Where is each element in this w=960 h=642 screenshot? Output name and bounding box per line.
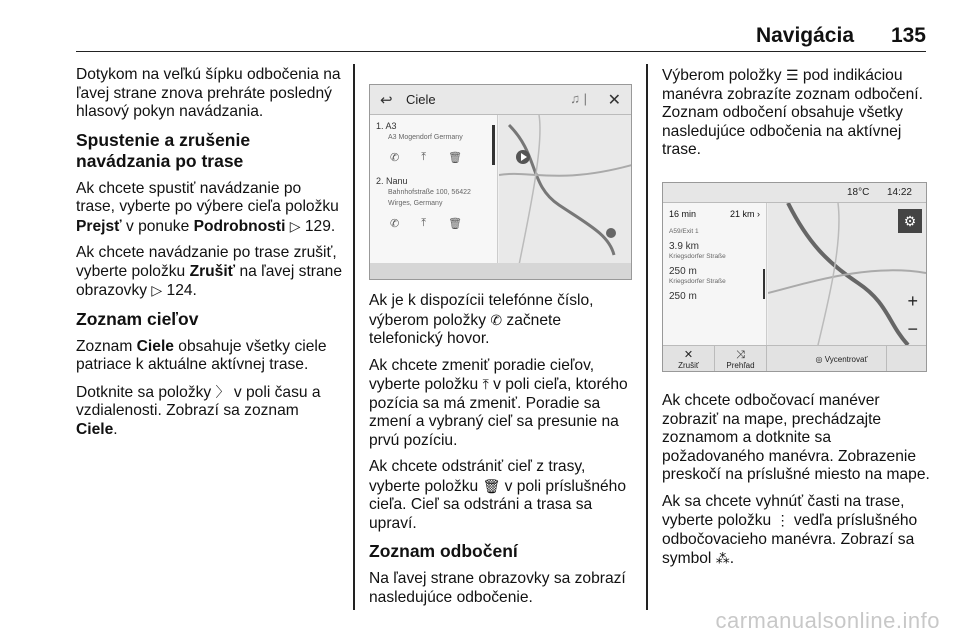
overview-button: ⤨ Prehľad <box>715 346 767 372</box>
page-reference-icon: ▷ <box>289 217 301 234</box>
watermark: carmanualsonline.info <box>715 608 940 633</box>
list-item: A59/Exit 1 <box>669 228 699 235</box>
move-to-top-icon: ⤒ <box>482 376 489 392</box>
route-summary: 16 min 21 km › <box>669 209 760 219</box>
screen-title: Ciele <box>406 92 436 107</box>
page-number: 135 <box>890 24 926 47</box>
phone-icon: ✆ <box>390 218 400 230</box>
scrollbar <box>763 269 765 299</box>
temperature: 18°C <box>847 187 870 198</box>
heading-turn-list: Zoznam odbočení <box>369 541 518 561</box>
back-icon: ↩ <box>380 92 393 109</box>
chevron-right-icon: › <box>757 209 760 219</box>
route-icon: ⤨ <box>736 349 745 361</box>
map-view <box>499 115 631 265</box>
column-middle <box>369 292 639 615</box>
heading-start-cancel: Spustenie a zrušenie navádzania po trase <box>76 129 251 171</box>
map-graphic <box>499 115 632 265</box>
recenter-button: ◎ Vycentrovať <box>797 346 887 372</box>
avoid-icon: ⁂ <box>715 550 730 566</box>
screen-title-bar <box>370 85 631 115</box>
target-list <box>370 115 498 265</box>
list-item: 1. A3 A3 Mogendorf Germany <box>376 121 463 141</box>
list-item: 250 m Kriegsdorfer Straße <box>669 266 726 285</box>
paragraph: Dotknite sa položky 〉 v poli času a vzdialenosti. Zobrazí sa zoznam Ciele. <box>76 383 321 438</box>
page-header <box>76 22 926 52</box>
move-to-top-icon: ⤒ <box>421 151 427 163</box>
paragraph: Ak je k dispozícii telefónne číslo, výberom položky ✆ začnete telefonický hovor. <box>369 292 594 347</box>
paragraph: Na ľavej strane obrazovky sa zobrazí nasledujúce odbočenie. <box>369 570 626 606</box>
list-item: 3.9 km Kriegsdorfer Straße <box>669 241 726 260</box>
paragraph: Ak chcete odbočovací manéver zobraziť na mape, prechádzajte zoznamom a dotknite sa požadovaného manévra. Zobrazenie preskočí na príslušné miesto na mape. <box>662 392 930 483</box>
zoom-in-icon: + <box>907 291 918 311</box>
screenshot-target-list <box>369 84 632 280</box>
phone-icon: ✆ <box>490 311 503 328</box>
paragraph: Dotykom na veľkú šípku odbočenia na ľavej strane znova prehráte posledný hlasový pokyn navádzania. <box>76 66 341 120</box>
trash-icon: 🗑 <box>482 477 501 494</box>
paragraph: Ak chcete navádzanie po trase zrušiť, vyberte položku Zrušiť na ľavej strane obrazovky ▷ 124. <box>76 244 342 299</box>
target-icon: ◎ <box>815 355 823 364</box>
status-bar <box>663 183 926 203</box>
scrollbar <box>492 125 495 165</box>
turn-list <box>663 203 767 345</box>
list-item: 2. Nanu Bahnhofstraße 100, 56422 Wirges, Germany <box>376 176 471 207</box>
item-actions <box>370 143 497 164</box>
gear-icon: ⚙ <box>898 209 922 233</box>
clock: 14:22 <box>886 187 912 198</box>
list-icon: ☰ <box>785 67 799 83</box>
paragraph: Výberom položky ☰ pod indikáciou manévra zobrazíte zoznam odbočení. Zoznam odbočení obsahuje všetky nasledujúce odbočenia na aktívnej trase. <box>662 67 923 158</box>
music-note-icon: ♫ | <box>570 91 587 106</box>
page-reference-icon: ▷ <box>151 282 163 298</box>
trash-icon: 🗑 <box>448 152 463 164</box>
page-title: Navigácia <box>755 24 854 47</box>
paragraph: Ak chcete spustiť navádzanie po trase, vyberte po výbere cieľa položku Prejsť v ponuke Podrobnosti ▷ 129. <box>76 179 339 235</box>
zoom-out-icon: − <box>907 319 918 339</box>
close-icon: ✕ <box>607 92 621 109</box>
column-right <box>662 66 932 168</box>
paragraph: Ak chcete odstrániť cieľ z trasy, vyberte položku 🗑 v poli príslušného cieľa. Cieľ sa odstráni a trasa sa upraví. <box>369 458 627 532</box>
column-divider <box>353 64 355 610</box>
move-to-top-icon: ⤒ <box>421 217 427 229</box>
column-right-lower <box>662 392 932 577</box>
column-left <box>76 66 344 447</box>
column-divider <box>646 64 648 610</box>
screen-button-bar <box>663 345 926 372</box>
more-vertical-icon: ⋮ <box>775 512 790 528</box>
paragraph: Ak chcete zmeniť poradie cieľov, vyberte položku ⤒ v poli cieľa, ktorého pozícia sa má zmeniť. Poradie sa zmení a vybraný cieľ sa presunie na prvú pozíciu. <box>369 356 628 449</box>
trash-icon: 🗑 <box>448 218 463 230</box>
heading-target-list: Zoznam cieľov <box>76 308 199 329</box>
item-actions <box>370 209 497 230</box>
list-item: 250 m <box>669 291 697 302</box>
screenshot-footer <box>370 263 631 279</box>
phone-icon: ✆ <box>390 152 400 164</box>
screenshot-turn-list <box>662 182 927 372</box>
close-icon: ✕ <box>683 349 694 361</box>
chevron-right-icon: 〉 <box>215 383 230 400</box>
cancel-button: ✕ Zrušiť <box>663 346 715 372</box>
paragraph: Ak sa chcete vyhnúť časti na trase, vyberte položku ⋮ vedľa príslušného odbočovacieho manévra. Zobrazí sa symbol ⁂. <box>662 492 918 567</box>
paragraph: Zoznam Ciele obsahuje všetky ciele patriace k aktuálne aktívnej trase. <box>76 337 327 373</box>
